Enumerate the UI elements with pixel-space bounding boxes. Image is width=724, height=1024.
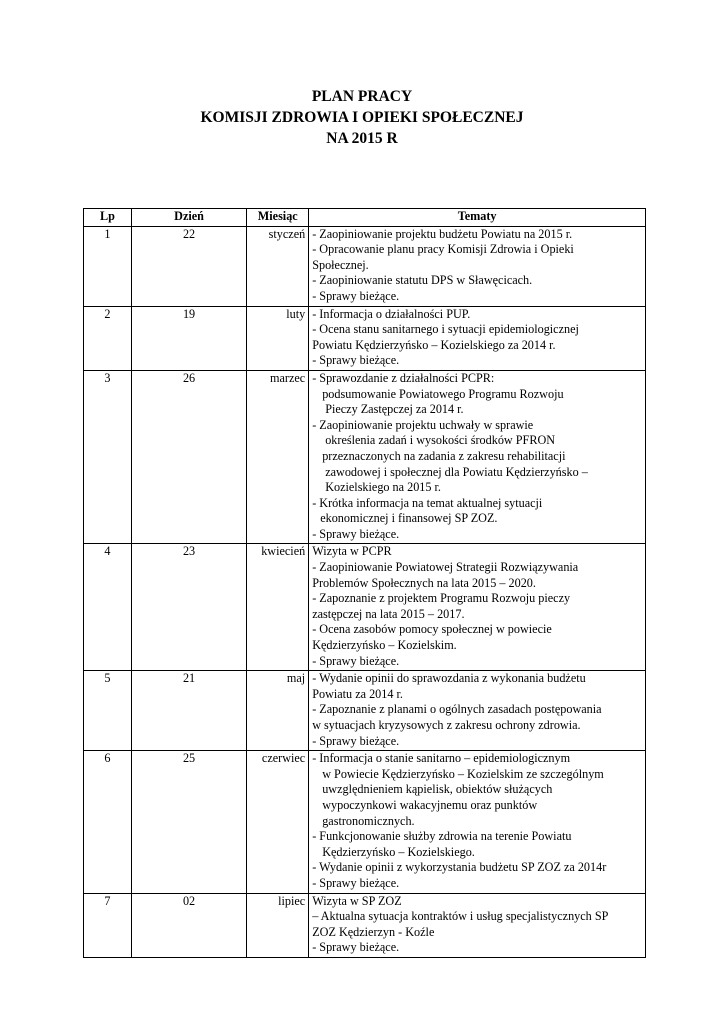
topic-line: - Informacja o działalności PUP.: [312, 306, 471, 321]
document-title: [0, 86, 724, 149]
cell-topics: [309, 893, 646, 957]
topic-line: - Sprawy bieżące.: [312, 288, 400, 303]
cell-day: 21: [131, 671, 246, 751]
topic-line: ZOZ Kędzierzyn - Koźle: [312, 924, 435, 939]
topic-line: - Sprawy bieżące.: [312, 653, 400, 668]
topic-line: gastronomicznych.: [322, 813, 415, 828]
cell-lp: 7: [84, 893, 132, 957]
table-row: [84, 226, 646, 306]
topic-line: - Sprawy bieżące.: [312, 940, 400, 955]
topic-line: - Zaopiniowanie statutu DPS w Sławęcicach.: [312, 273, 533, 288]
cell-day: 25: [131, 751, 246, 893]
topic-line: Społecznej.: [312, 257, 369, 272]
table-header-row: [84, 209, 646, 227]
cell-topics: [309, 671, 646, 751]
cell-day: 19: [131, 306, 246, 370]
topic-line: - Sprawy bieżące.: [312, 875, 400, 890]
cell-day: 22: [131, 226, 246, 306]
table-row: [84, 306, 646, 370]
title-line-3: NA 2015 R: [326, 130, 398, 147]
topic-line: - Wydanie opinii do sprawozdania z wykonania budżetu: [312, 671, 586, 686]
topic-line: - Zaopiniowanie projektu budżetu Powiatu na 2015 r.: [312, 226, 573, 241]
topic-line: w Powiecie Kędzierzyńsko – Kozielskim ze szczególnym: [322, 766, 604, 781]
table-row: [84, 751, 646, 893]
topic-line: Kędzierzyńsko – Kozielskim.: [312, 638, 457, 653]
topic-line: ekonomicznej i finansowej SP ZOZ.: [320, 511, 498, 526]
cell-month: luty: [247, 306, 309, 370]
cell-topics: [309, 226, 646, 306]
topic-line: – Aktualna sytuacja kontraktów i usług specjalistycznych SP: [312, 909, 609, 924]
topic-line: - Wydanie opinii z wykorzystania budżetu SP ZOZ za 2014r: [312, 860, 607, 875]
cell-month: czerwiec: [247, 751, 309, 893]
cell-lp: 6: [84, 751, 132, 893]
cell-lp: 4: [84, 544, 132, 671]
topic-line: - Zaopiniowanie projektu uchwały w sprawie: [312, 417, 534, 432]
topic-line: Pieczy Zastępczej za 2014 r.: [325, 402, 464, 417]
topic-line: - Sprawy bieżące.: [312, 526, 400, 541]
topic-line: zawodowej i społecznej dla Powiatu Kędzierzyńsko –: [325, 464, 588, 479]
table-row: [84, 544, 646, 671]
cell-lp: 5: [84, 671, 132, 751]
topic-line: Powiatu Kędzierzyńsko – Kozielskiego za 2014 r.: [312, 337, 556, 352]
topic-line: - Ocena stanu sanitarnego i sytuacji epidemiologicznej: [312, 322, 579, 337]
topic-line: Problemów Społecznych na lata 2015 – 2020.: [312, 575, 536, 590]
topic-line: przeznaczonych na zadania z zakresu rehabilitacji: [322, 448, 566, 463]
header-topics: Tematy: [309, 209, 646, 227]
topic-line: Powiatu za 2014 r.: [312, 686, 403, 701]
cell-day: 02: [131, 893, 246, 957]
cell-topics: [309, 370, 646, 544]
topic-line: określenia zadań i wysokości środków PFRON: [325, 433, 556, 448]
topic-line: Wizyta w PCPR: [312, 544, 392, 559]
cell-topics: [309, 544, 646, 671]
topic-line: Kędzierzyńsko – Kozielskiego.: [322, 844, 475, 859]
topic-line: - Funkcjonowanie służby zdrowia na terenie Powiatu: [312, 829, 572, 844]
topic-line: zastępczej na lata 2015 – 2017.: [312, 606, 465, 621]
title-line-1: PLAN PRACY: [311, 88, 413, 105]
topic-line: - Sprawy bieżące.: [312, 733, 400, 748]
cell-month: maj: [247, 671, 309, 751]
table-row: [84, 370, 646, 544]
cell-month: lipiec: [247, 893, 309, 957]
table-row: [84, 893, 646, 957]
cell-day: 26: [131, 370, 246, 544]
cell-day: 23: [131, 544, 246, 671]
cell-lp: 1: [84, 226, 132, 306]
cell-lp: 2: [84, 306, 132, 370]
header-month: Miesiąc: [247, 209, 309, 227]
topic-line: uwzględnieniem kąpielisk, obiektów służących: [322, 782, 553, 797]
topic-line: - Zapoznanie z planami o ogólnych zasadach postępowania: [312, 702, 602, 717]
topic-line: - Ocena zasobów pomocy społecznej w powiecie: [312, 622, 552, 637]
header-day: Dzień: [131, 209, 246, 227]
cell-topics: [309, 306, 646, 370]
topic-line: w sytuacjach kryzysowych z zakresu ochrony zdrowia.: [312, 718, 581, 732]
topic-line: - Sprawozdanie z działalności PCPR:: [312, 370, 495, 385]
topic-line: - Krótka informacja na temat aktualnej sytuacji: [312, 495, 543, 510]
topic-line: wypoczynkowi wakacyjnemu oraz punktów: [322, 797, 538, 812]
topic-line: - Informacja o stanie sanitarno – epidemiologicznym: [312, 751, 571, 766]
topic-line: podsumowanie Powiatowego Programu Rozwoju: [322, 386, 564, 401]
cell-month: marzec: [247, 370, 309, 544]
header-lp: Lp: [84, 209, 132, 227]
topic-line: Wizyta w SP ZOZ: [312, 893, 402, 908]
table-row: [84, 671, 646, 751]
cell-topics: [309, 751, 646, 893]
work-plan-table: [83, 208, 646, 958]
topic-line: - Opracowanie planu pracy Komisji Zdrowia i Opieki: [312, 242, 574, 257]
cell-lp: 3: [84, 370, 132, 544]
topic-line: - Zapoznanie z projektem Programu Rozwoju pieczy: [312, 591, 571, 606]
cell-month: styczeń: [247, 226, 309, 306]
title-line-2: KOMISJI ZDROWIA I OPIEKI SPOŁECZNEJ: [200, 109, 524, 126]
cell-month: kwiecień: [247, 544, 309, 671]
topic-line: - Sprawy bieżące.: [312, 353, 400, 368]
topic-line: - Zaopiniowanie Powiatowej Strategii Rozwiązywania: [312, 560, 579, 575]
topic-line: Kozielskiego na 2015 r.: [325, 480, 441, 495]
